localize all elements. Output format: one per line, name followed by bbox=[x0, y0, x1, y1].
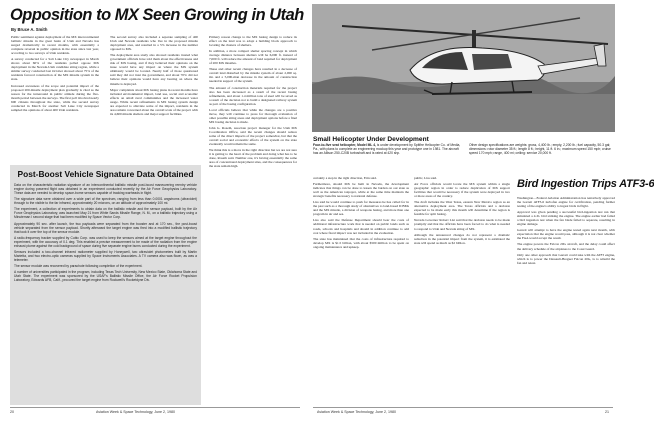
footer-rule bbox=[313, 407, 613, 408]
sidebar-paragraph: Data on the characteristic radiation signature of an intercontinental ballistic missile post-boost maneuvering reentry vehicle engine during powered flight was obtained in an experiment conducted recently by the Air Force Geophysics Laboratory. These data are needed to develop space-borne sensors capable of tracking warheads in flight. bbox=[14, 183, 197, 195]
page-number: 21 bbox=[605, 410, 609, 414]
paragraph: The deployment area study also showed residents trusted what government officials have told them about the effectiveness and risk of MX basing, and if they believed their opinions on the issue would have any impact on where the MX system ultimately would be located. Nearly half of those questioned said they did not trust the government, and about 70% did not believe their opinions would have any bearing on where the missile is deployed. bbox=[110, 53, 198, 86]
paragraph: Liss also said the Defense Department should bear the costs of additional infrastructure work that is needed on public lands such as roads, schools and hospitals and should in addition continue to add cost where fiscal impact was not included in the evaluation. bbox=[313, 218, 409, 235]
helicopter-photo bbox=[312, 4, 615, 132]
paragraph: Primary reason change to the MX basing design to reduce its effect on the land was to adopt a building block approach to locating the clusters of shelters. bbox=[209, 35, 297, 48]
photo-caption-lead: Four-to-five seat helicopter, Model ML 4, bbox=[313, 143, 376, 147]
paragraph: Increased awareness of the scope and potential impact of the proposed 200-missile deployment plan gradually is cited as the reason for the turnaround in public attitude during the five-month period between the surveys. The first poll involved nearly 600 citizens throughout the state, while the second survey conducted in March for another Salt Lake City newspaper sampled the opinions of about 400 Utah residents. bbox=[11, 83, 99, 112]
sidebar-title: Post-Boost Vehicle Signature Data Obtained bbox=[17, 169, 194, 179]
paragraph: certainly a step in the right direction, Erin said. bbox=[313, 176, 377, 180]
photo-caption-text: is under development by Spitfire Helicopter Co. of Media, Pa., with plans to complete an engineering mockup this year and prototype one in 1981. The aircraft has an Allison 250-C20B turboshaft and is rated at 420 shp. bbox=[313, 143, 461, 155]
photo-caption-right: Other design specifications are weights: gross, 4,400 lb.; empty, 2,200 lb.; fuel capacity, 50.3 gal; dimensions: rotor diameter 35 ft.; length 8 ft.; height, 11 ft. 6 in.; maximum speed 150 mph; cruise speed 170 mph; range, 400 mi; ceiling: service 20,000 ft. bbox=[469, 143, 611, 155]
photo-caption-left bbox=[313, 144, 461, 156]
sidebar-paragraph: Approximately 90 sec. after launch, the two payloads were separated from the booster and at 170 sec., the post-boost vehicle separated from the sensor payload. Shortly afterward the target engine was fired into a modified ballistic trajectory that took it over the top of the sensor module. bbox=[14, 221, 197, 234]
helicopter-image bbox=[312, 4, 615, 132]
sidebar-paragraph: Sensors included a two-channel infrared radiometer supplied by Honeywell, two ultraviolet photometers built by Martin Marietta, and two electro-optic cameras supplied by Space Instruments Associates. A TV camera also was flown, as was a telemeter. bbox=[14, 249, 197, 262]
page-number: 20 bbox=[10, 410, 14, 414]
secondary-headline: Bird Ingestion Trips ATF3-6 bbox=[517, 178, 654, 190]
article-column-2 bbox=[110, 35, 198, 165]
paragraph: The state has maintained that the costs of infrastructure required to develop MX is $1.5 billion, with about $500 million to be spent on ongoing maintenance and upkeep. bbox=[313, 236, 409, 249]
sidebar-paragraph: The experiment, a collection of experiments to obtain data on the ballistic missile and the sensor payload, built by the Air Force Geophysics Laboratory, was launched May 21 from White Sands Missile Range, N. M., on a ballistic trajectory using a Minuteman I second stage that had been modified by Space Vector Corp. bbox=[14, 207, 197, 220]
paragraph: Furthermore, should MX be built in Nevada, the development indicates that things can be done to lessen the burden on our state as well as the American taxpayer, while at the same time maintain the strategic benefits necessary to national defense. bbox=[313, 182, 409, 199]
footer-publication: Aviation Week & Space Technology, June 2, 1980 bbox=[96, 410, 176, 414]
paragraph: Washington—Federal Aviation Administration has tentatively approved the Garrett ATF3-6 turbofan engine for certification, pending further testing of the engine's ability to ingest birds in flight. bbox=[517, 196, 615, 209]
article-column-1 bbox=[11, 35, 99, 165]
paragraph: Liss said he would continue to push for measures he has called for in the past such as a thorough study of alternatives to land-based ICBMs and the MX missile, a division of weapons basing, and more than one program in air and sea. bbox=[313, 200, 409, 217]
paragraph: The draft includes the West Texas, eastern New Mexico region as an alternative deployment area. The Texas officials and a decision expected to be made early this month will determine if the region is feasible for split basing. bbox=[414, 200, 510, 217]
paragraph: John G. Roseth, associate project manager for the Utah MX Coordination Office, said the recent changes should reduce some of the direct impacts of the project somewhat, but that the overall social and economic effects of the system on the state eventually would remain the same. bbox=[209, 125, 297, 147]
paragraph: Air Force officials would locate the MX system within a single geographic region in order to reduce duplication of MX support facilities that would be necessary if the system were deployed in two or more areas of the country. bbox=[414, 182, 510, 199]
sidebar-paragraph: The signature data were obtained over a wide part of the spectrum, ranging from less than 0.0001 angstroms (ultraviolet) through to the visible to the far infrared, approximately 20 microns, on an altitude of approximately 100 mi. bbox=[14, 197, 197, 206]
footer-rule bbox=[10, 407, 300, 408]
paragraph: Nevada Governor Robert List said that the decision needs to be made promptly and that the officials have been forced to do what is needed to respond to Utah and Nevada siting of MX. bbox=[414, 218, 510, 231]
paragraph: These and other recent changes have resulted in a decrease of overall land disturbed by the missile system of about 2,000 sq. mi. and a 5,000-man decrease in the amount of construction needed in support of the system. bbox=[209, 67, 297, 84]
sidebar-paragraph: A number of universities participated in the program, including Texas Tech University, New Mexico State, Oklahoma State and Utah State. The experiment was sponsored by the USAF's Ballistic Missile Office, the Air Force Rocket Propulsion Laboratory, Edwards AFB, Calif., procured the target engine from Rockwell's Rocketdyne Div. bbox=[14, 270, 197, 283]
article-column-4 bbox=[313, 176, 409, 406]
paragraph: The amount of construction materials required for the project also has been decreased as a result of the recent basing refinements, and about 1.4 million tons of steel will be saved as a result of the decision not to build a designated railway system as part of the basing configuration. bbox=[209, 85, 297, 106]
paragraph: Major complaints about MX basing plans in recent months have included environmental impact, land use, social and economic effects on small rural communities and the increased water usage. While recent refinements in MX basing system design are expected to alleviate some of the impact, residents in the area remain concerned about the overall scale of the project with its 4,600 missile shelters and major support facilities. bbox=[110, 87, 198, 116]
paragraph: Public sentiment against deployment of the MX intercontinental ballistic missile in the great basin of Utah and Nevada has surged dramatically in recent months, with essentially a complete reversal in public opinion in the state since last year, according to two surveys of Utah residents. bbox=[11, 35, 99, 56]
byline: By Bruce A. Smith bbox=[11, 27, 48, 32]
left-page bbox=[0, 0, 309, 420]
paragraph: Only one other approach that Garrett could take with the ATF3 engine, which is to power the Dassault-Breguet Falcon 20G, is to rebuild the fan and retest. bbox=[517, 252, 615, 265]
footer-publication: Aviation Week & Space Technology, June 2, 1980 bbox=[317, 410, 397, 414]
paragraph: The second survey also included a separate sampling of 400 Utah and Nevada residents who live in the proposed missile deployment area, and resulted in a 5% increase in the number opposed to MX. bbox=[110, 35, 198, 52]
photo-caption-title: Small Helicopter Under Development bbox=[313, 136, 429, 143]
paragraph: Although the announced changes do not represent a dramatic reduction in the potential impact from the system, it is estimated the state will spend as much as $2 billion. bbox=[414, 232, 510, 245]
sidebar-box bbox=[10, 165, 201, 405]
paragraph: Local officials believe that while the changes are a positive move, they will continue to press for thorough evaluation of other possible siting areas and deployment options before a final MX basing decision is made. bbox=[209, 107, 297, 124]
paragraph: Approval was given pending a successful bird-ingestion test run that simulated a 4-lb. bird striking the engine. The engine earlier had failed a bird ingestion test when the fan blade failed to separate, resulting in engine damage. bbox=[517, 210, 615, 227]
paragraph: Garrett will attempt to have the engine tested again next month, with expectation that the engine would pass, although it is not clear whether the FAA would accept the result. bbox=[517, 228, 615, 241]
article-column-3 bbox=[209, 35, 297, 435]
article-column-6 bbox=[517, 196, 615, 406]
paragraph: A survey conducted for a Salt Lake City newspaper in March shows about 60% of the residents polled oppose MX deployment in the Nevada-Utah candidate siting region, while a similar survey conducted last October showed about 75% of the residents favored construction of the MX missile system in the state. bbox=[11, 57, 99, 82]
sidebar-paragraph: The sensor module was recovered by parachute following completion of the experiment. bbox=[14, 264, 143, 269]
paragraph: public, Liss said. bbox=[414, 176, 437, 180]
right-page bbox=[309, 0, 654, 420]
article-headline: Opposition to MX Seen Growing in Utah bbox=[10, 6, 304, 24]
paragraph: We think this is a move in the right direction but we are not sure it is getting to the heart of the problem and doing what has to be done, Roseth said. Number one, it's having essentially the same area of concentrated deployment sites, and the consequences for the state remain high. bbox=[209, 148, 297, 169]
sidebar-paragraph: A radio-frequency tracker supplied by Cubic Corp. was used to keep the sensors aimed at the target engine throughout the experiment, with the accuracy of 0.1 deg. This enabled a precise measurement to be made of the radiation from the engine exhaust plume against the cold background of space during five separate engine burns conducted during the experiment. bbox=[14, 235, 197, 248]
article-column-5 bbox=[414, 176, 510, 406]
paragraph: The engine powers the Falcon 20G aircraft, and the delay could affect the delivery schedule of the airplanes to the Coast Guard. bbox=[517, 242, 615, 251]
paragraph: In addition, a more compact shelter spacing concept in which average distance between shelters will be 6,000 ft. instead of 7,000 ft. will reduce the amount of land required for deployment of 200 MX missiles. bbox=[209, 49, 297, 66]
